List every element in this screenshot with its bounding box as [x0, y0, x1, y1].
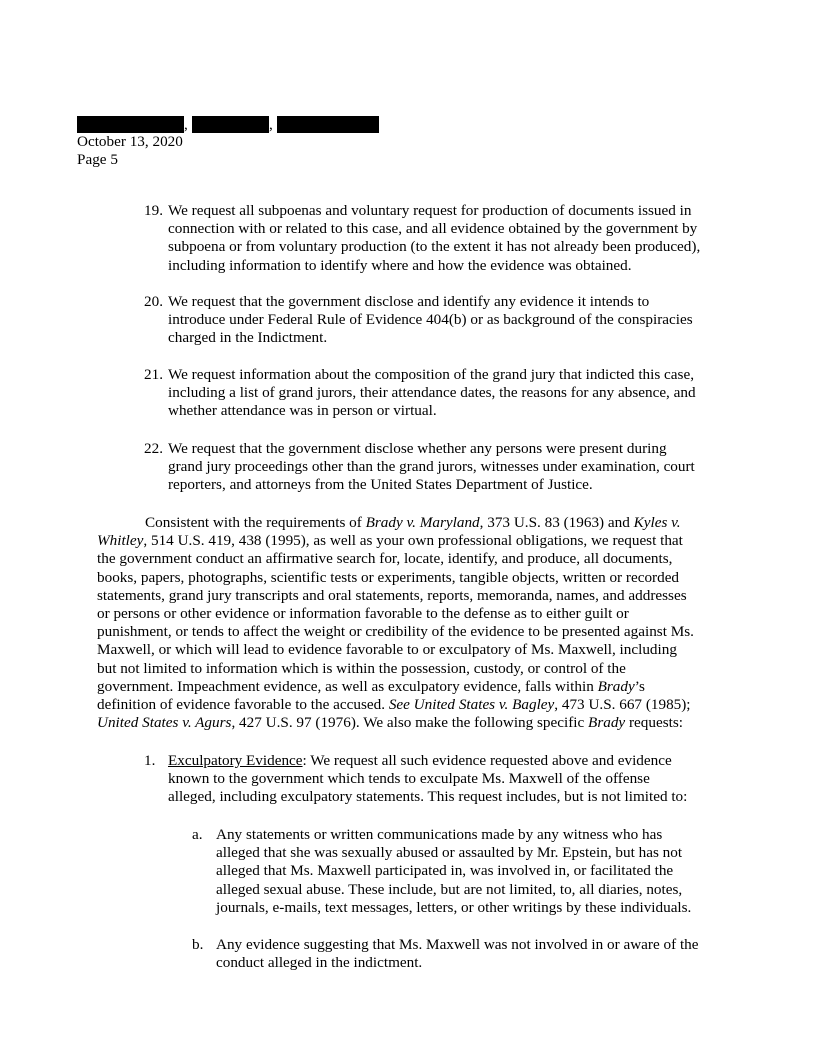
text-line: alleged sexual abuse. These include, but are not limited, to, all diaries, notes, — [216, 880, 683, 898]
request-item-21 — [146, 366, 738, 421]
text-line: subpoena or from voluntary production (to the extent it has not already been produced), — [168, 238, 701, 256]
redaction-box — [77, 116, 184, 133]
text-line: United States v. Agurs, 427 U.S. 97 (1976). We also make the following specific Brady requests: — [97, 714, 683, 732]
text-line: government. Impeachment evidence, as well as exculpatory evidence, falls within Brady’s — [97, 677, 645, 695]
text-line: punishment, or tends to affect the weight or credibility of the evidence to be presented against Ms. — [97, 623, 694, 641]
letter-header — [77, 114, 379, 169]
text-line: alleged that she was sexually abused or assaulted by Mr. Epstein, but has not — [216, 844, 683, 862]
text-line: conduct alleged in the indictment. — [216, 954, 423, 972]
text-line: Consistent with the requirements of Brady v. Maryland, 373 U.S. 83 (1963) and Kyles v. — [145, 514, 681, 531]
text-line: but not limited to information which is within the possession, custody, or control of the — [97, 659, 626, 677]
item-number: 1. — [144, 752, 156, 769]
text-line: connection with or related to this case, and all evidence obtained by the government by — [168, 220, 698, 238]
text-line: Exculpatory Evidence: We request all such evidence requested above and evidence — [168, 752, 672, 769]
item-title: Exculpatory Evidence — [168, 752, 303, 769]
text-line: Whitley, 514 U.S. 419, 438 (1995), as well as your own professional obligations, we request that — [97, 532, 683, 550]
item-number: 20. — [144, 293, 163, 310]
text-line: Any evidence suggesting that Ms. Maxwell was not involved in or aware of the — [216, 936, 699, 953]
redaction-box — [277, 116, 379, 133]
text-line: including information to identify where and how the evidence was obtained. — [168, 256, 632, 274]
text-line: charged in the Indictment. — [168, 329, 328, 347]
sub-item-b — [194, 936, 734, 972]
text-line: statements, grand jury transcripts and oral statements, reports, memoranda, names, and addresses — [97, 586, 687, 604]
item-number: 22. — [144, 440, 163, 457]
text-line: We request all subpoenas and voluntary request for production of documents issued in — [168, 202, 692, 219]
request-item-22 — [146, 440, 738, 495]
text-line: known to the government which tends to exculpate Ms. Maxwell of the offense — [168, 770, 650, 788]
page-number: Page 5 — [77, 151, 118, 169]
text-line: Maxwell, or which will lead to evidence favorable to or exculpatory of Ms. Maxwell, including — [97, 641, 677, 659]
sub-item-a — [194, 826, 734, 917]
text-line: We request that the government disclose whether any persons were present during — [168, 440, 667, 457]
brady-request-1 — [146, 752, 738, 807]
item-letter: b. — [192, 936, 204, 953]
brady-paragraph — [97, 514, 722, 732]
text-line: books, papers, photographs, scientific tests or experiments, tangible objects, written or recorded — [97, 568, 680, 586]
text-line: reporters, and attorneys from the United States Department of Justice. — [168, 476, 593, 494]
letter-date: October 13, 2020 — [77, 133, 183, 150]
text-line: grand jury proceedings other than the grand jurors, witnesses under examination, court — [168, 458, 695, 476]
request-item-19 — [146, 202, 738, 275]
text-line: We request that the government disclose and identify any evidence it intends to — [168, 293, 650, 310]
redaction-box — [192, 116, 269, 133]
item-letter: a. — [192, 826, 203, 843]
text-line: whether attendance was in person or virtual. — [168, 402, 437, 420]
text-line: alleged, including exculpatory statements. This request includes, but is not limited to: — [168, 788, 688, 806]
text-line: or persons or other evidence or information favorable to the defense as to either guilt or — [97, 605, 629, 623]
text-line: We request information about the composition of the grand jury that indicted this case, — [168, 366, 694, 383]
text-line: including a list of grand jurors, their attendance dates, the reasons for any absence, and — [168, 384, 696, 402]
text-line: introduce under Federal Rule of Evidence 404(b) or as background of the conspiracies — [168, 311, 693, 329]
request-item-20 — [146, 293, 738, 348]
item-number: 19. — [144, 202, 163, 219]
text-line: the government conduct an affirmative search for, locate, identify, and produce, all documents, — [97, 550, 673, 568]
text-line: alleged that Ms. Maxwell participated in, was involved in, or facilitated the — [216, 862, 674, 880]
item-number: 21. — [144, 366, 163, 383]
text-line: journals, e-mails, text messages, letters, or other writings by these individuals. — [216, 898, 692, 916]
text-line: definition of evidence favorable to the accused. See United States v. Bagley, 473 U.S. 667 (1985); — [97, 696, 691, 714]
redacted-recipients: , , — [77, 114, 379, 133]
text-line: Any statements or written communications made by any witness who has — [216, 826, 663, 843]
